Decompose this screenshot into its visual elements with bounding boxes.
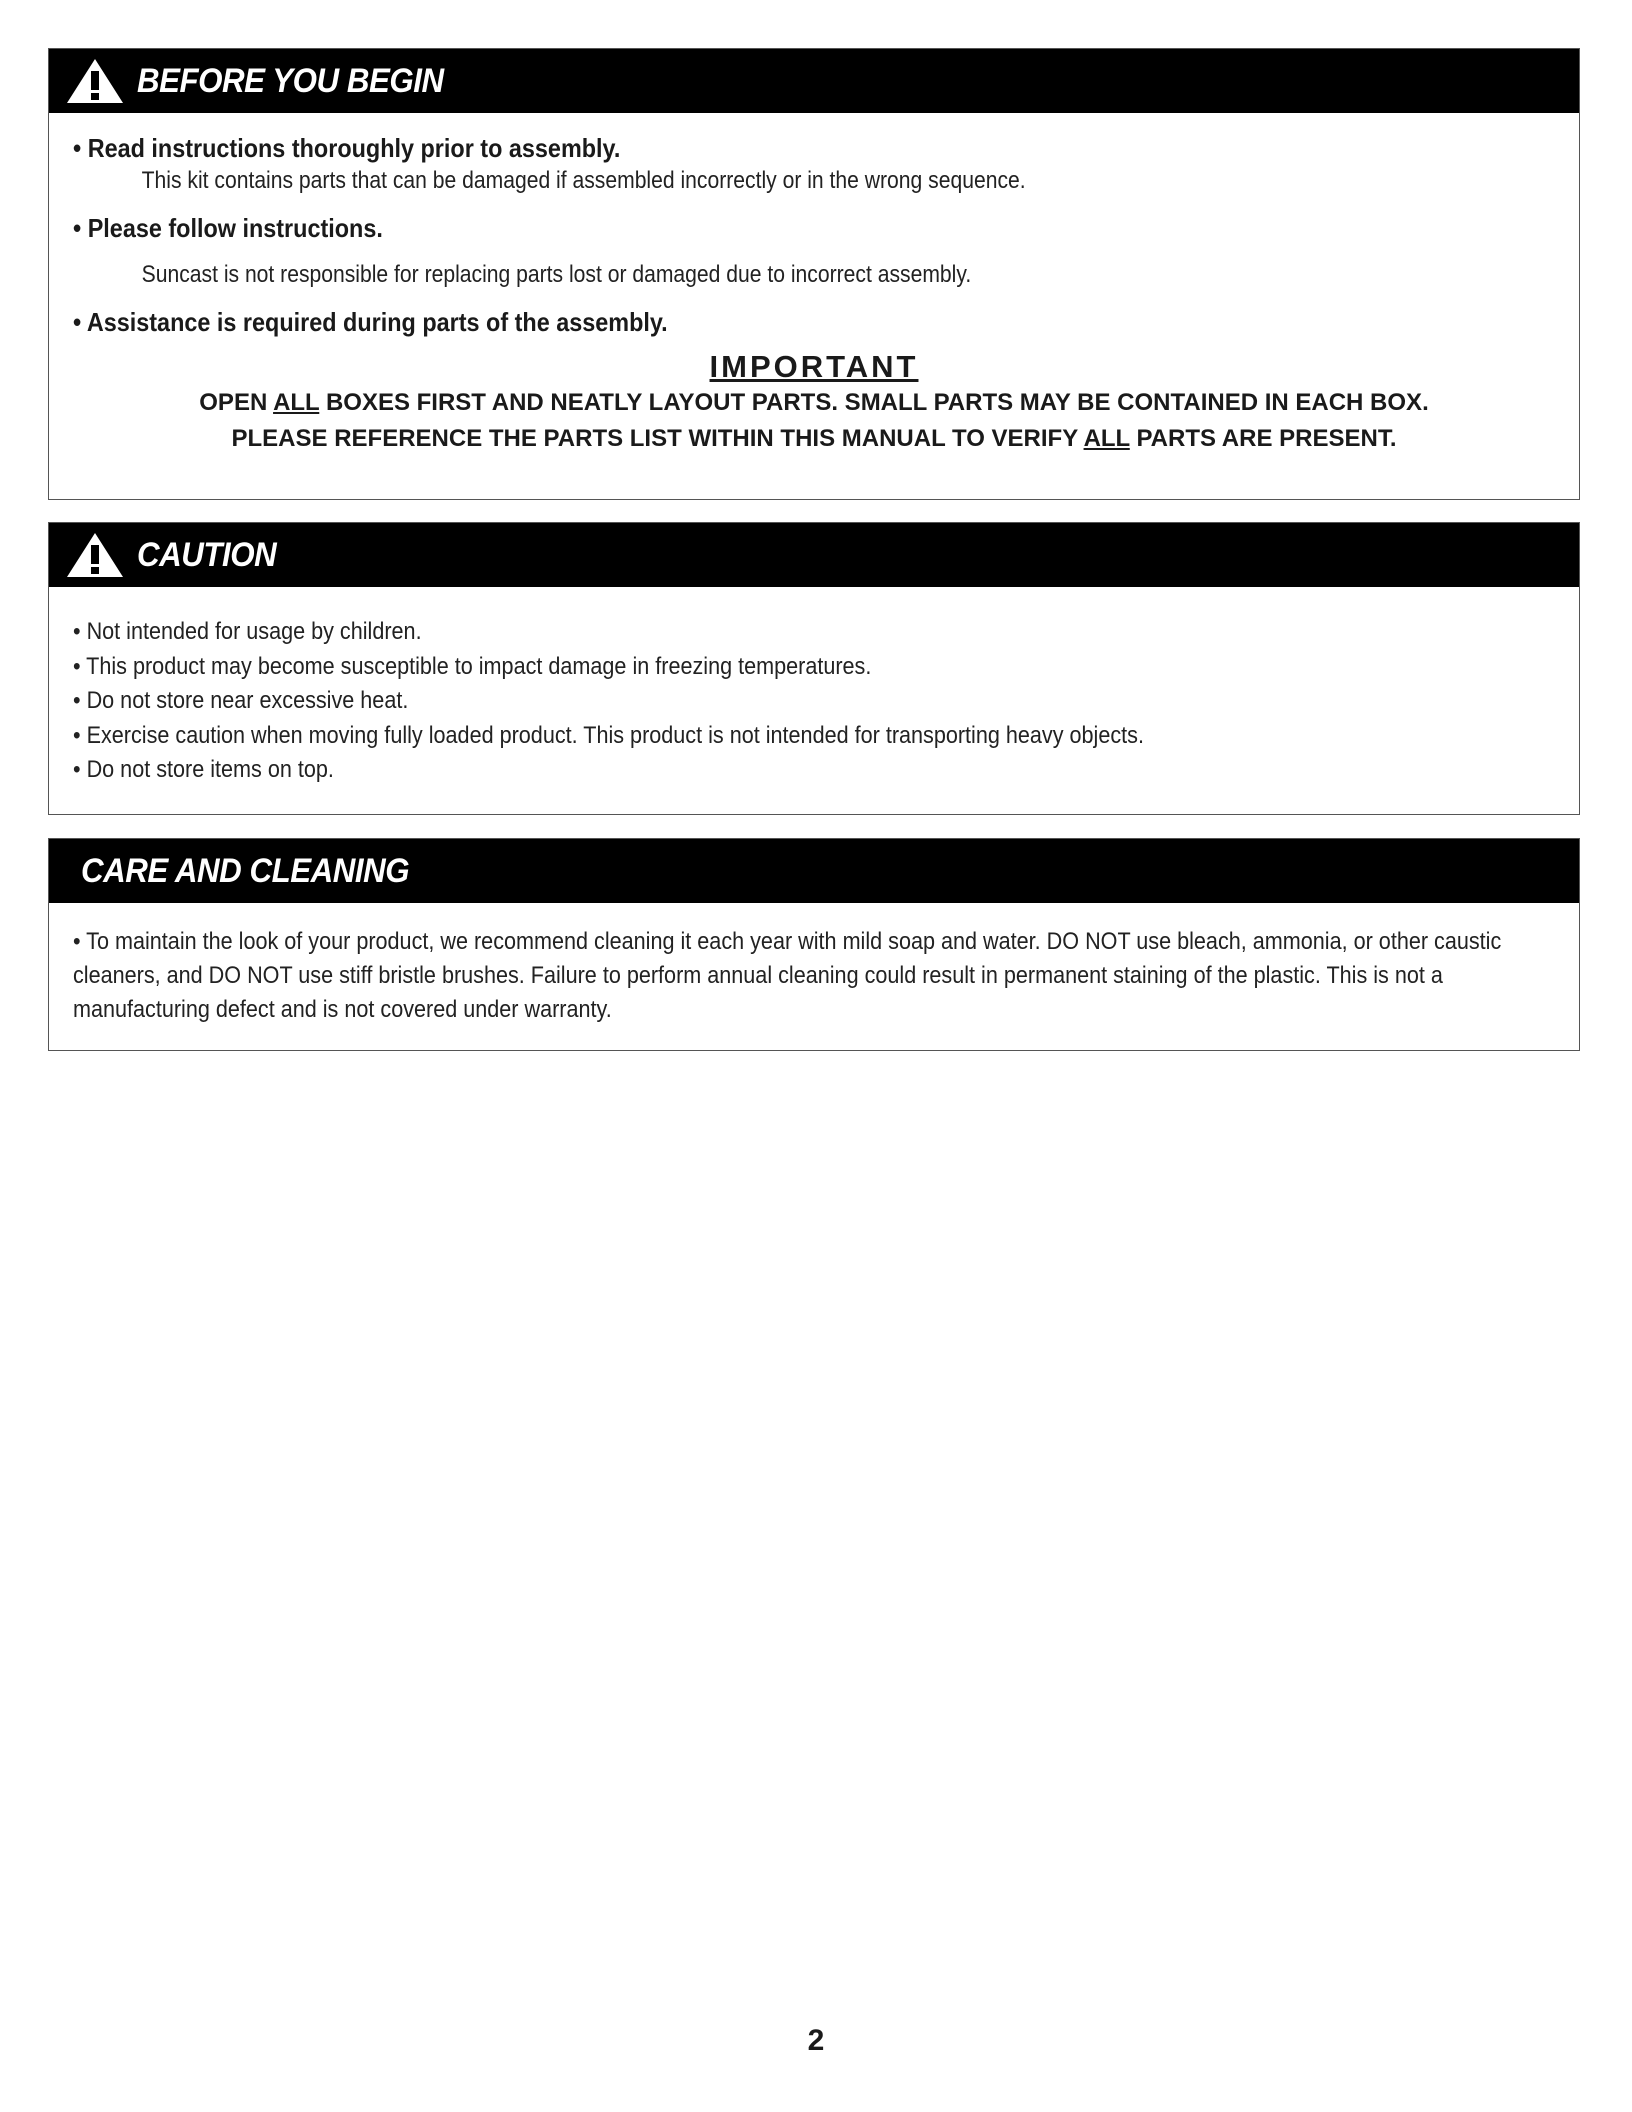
before-you-begin-title: BEFORE YOU BEGIN xyxy=(137,61,444,100)
care-and-cleaning-title: CARE AND CLEANING xyxy=(81,851,410,890)
important-line-1: OPEN ALL BOXES FIRST AND NEATLY LAYOUT PARTS. SMALL PARTS MAY BE CONTAINED IN EACH BOX. xyxy=(199,389,1429,416)
care-and-cleaning-body xyxy=(49,903,1579,1027)
page-number: 2 xyxy=(807,2024,825,2057)
caution-header xyxy=(49,523,1579,587)
caution-item: • Not intended for usage by children. xyxy=(73,618,422,645)
caution-item: • This product may become susceptible to impact damage in freezing temperatures. xyxy=(73,652,872,680)
bullet-assistance-required: • Assistance is required during parts of the assembly. xyxy=(73,307,668,337)
important-heading: IMPORTANT xyxy=(709,349,919,384)
caution-body xyxy=(49,587,1579,788)
caution-title: CAUTION xyxy=(137,535,277,574)
warning-icon xyxy=(65,57,125,105)
before-you-begin-header xyxy=(49,49,1579,113)
before-you-begin-section xyxy=(48,48,1580,500)
care-and-cleaning-header xyxy=(49,839,1579,903)
detail-follow-instructions: Suncast is not responsible for replacing parts lost or damaged due to incorrect assembly. xyxy=(141,261,972,288)
detail-read-instructions: This kit contains parts that can be damaged if assembled incorrectly or in the wrong sequence. xyxy=(141,167,1026,194)
bullet-read-instructions: • Read instructions thoroughly prior to assembly. xyxy=(73,133,621,163)
before-you-begin-body xyxy=(49,113,1579,457)
care-and-cleaning-section xyxy=(48,838,1580,1051)
caution-item: • Exercise caution when moving fully loaded product. This product is not intended for transporting heavy objects. xyxy=(73,721,1144,749)
caution-item: • Do not store near excessive heat. xyxy=(73,687,409,714)
caution-item: • Do not store items on top. xyxy=(73,756,334,783)
caution-section xyxy=(48,522,1580,815)
bullet-follow-instructions: • Please follow instructions. xyxy=(73,213,383,243)
care-and-cleaning-text: • To maintain the look of your product, we recommend cleaning it each year with mild soap and water. DO NOT use bleach, ammonia, or other caustic cleaners, and DO NOT use stiff bristle brushes. Failure to perform annual cleaning could result in permanent staining of the plastic. This is not a manufacturing defect and is not covered under warranty. xyxy=(73,928,1502,1023)
important-line-2: PLEASE REFERENCE THE PARTS LIST WITHIN THIS MANUAL TO VERIFY ALL PARTS ARE PRESENT. xyxy=(231,425,1397,452)
warning-icon xyxy=(65,531,125,579)
